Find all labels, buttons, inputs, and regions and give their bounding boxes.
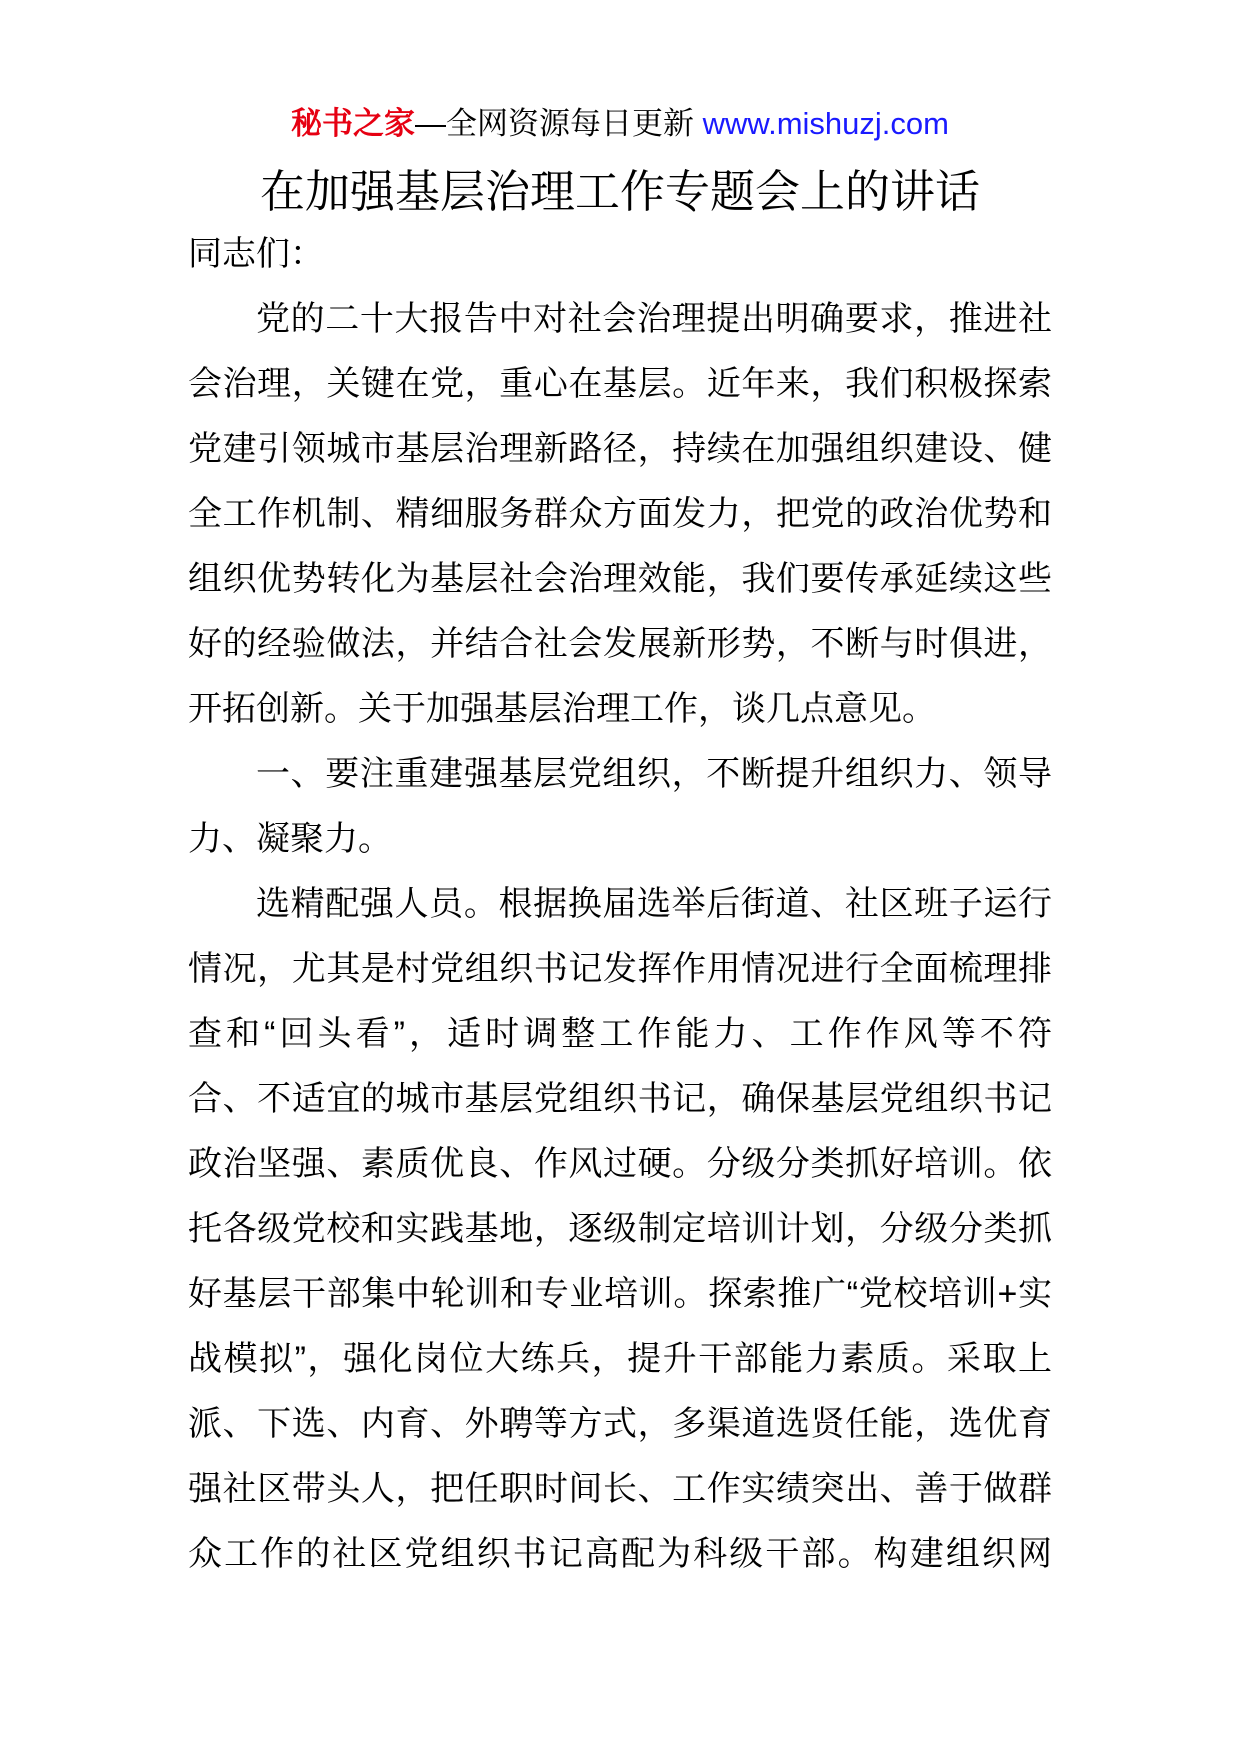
paragraph-line: 众工作的社区党组织书记高配为科级干部。构建组织网 [188,1535,1052,1573]
banner-brand: 秘书之家 [291,106,416,141]
paragraph-line: 托各级党校和实践基地，逐级制定培训计划，分级分类抓 [188,1210,1052,1248]
paragraph-line: 情况，尤其是村党组织书记发挥作用情况进行全面梳理排 [188,950,1052,988]
paragraph-line: 战模拟”，强化岗位大练兵，提升干部能力素质。采取上 [188,1340,1052,1378]
heading-line: 一、要注重建强基层党组织，不断提升组织力、领导 [256,755,1052,793]
section-heading [188,742,1052,872]
banner-url: www.mishuzj.com [702,106,949,141]
salutation: 同志们： [188,235,324,273]
banner-tagline: —全网资源每日更新 [415,106,695,141]
paragraph-line: 强社区带头人，把任职时间长、工作实绩突出、善于做群 [188,1470,1052,1508]
paragraph-intro [188,287,1052,742]
paragraph-line: 政治坚强、素质优良、作风过硬。分级分类抓好培训。依 [188,1145,1052,1183]
paragraph-line: 选精配强人员。根据换届选举后街道、社区班子运行 [256,885,1052,923]
paragraph-line: 党的二十大报告中对社会治理提出明确要求，推进社 [256,300,1052,338]
document-title: 在加强基层治理工作专题会上的讲话 [259,166,980,217]
paragraph-line: 会治理，关键在党，重心在基层。近年来，我们积极探索 [188,365,1052,403]
paragraph-line: 组织优势转化为基层社会治理效能，我们要传承延续这些 [188,560,1052,598]
paragraph-section-one [188,872,1052,1587]
paragraph-line: 好基层干部集中轮训和专业培训。探索推广“党校培训+实 [188,1275,1052,1313]
paragraph-line: 全工作机制、精细服务群众方面发力，把党的政治优势和 [188,495,1052,533]
paragraph-line: 查和“回头看”，适时调整工作能力、工作作风等不符 [188,1015,1052,1053]
paragraph-line: 开拓创新。关于加强基层治理工作，谈几点意见。 [188,690,936,728]
paragraph-line: 派、下选、内育、外聘等方式，多渠道选贤任能，选优育 [188,1405,1052,1443]
paragraph-line: 党建引领城市基层治理新路径，持续在加强组织建设、健 [188,430,1052,468]
paragraph-line: 好的经验做法，并结合社会发展新形势，不断与时俱进， [188,625,1052,663]
heading-line: 力、凝聚力。 [188,820,392,858]
document-body [188,222,1052,1587]
site-banner [0,104,1240,144]
paragraph-line: 合、不适宜的城市基层党组织书记，确保基层党组织书记 [188,1080,1052,1118]
